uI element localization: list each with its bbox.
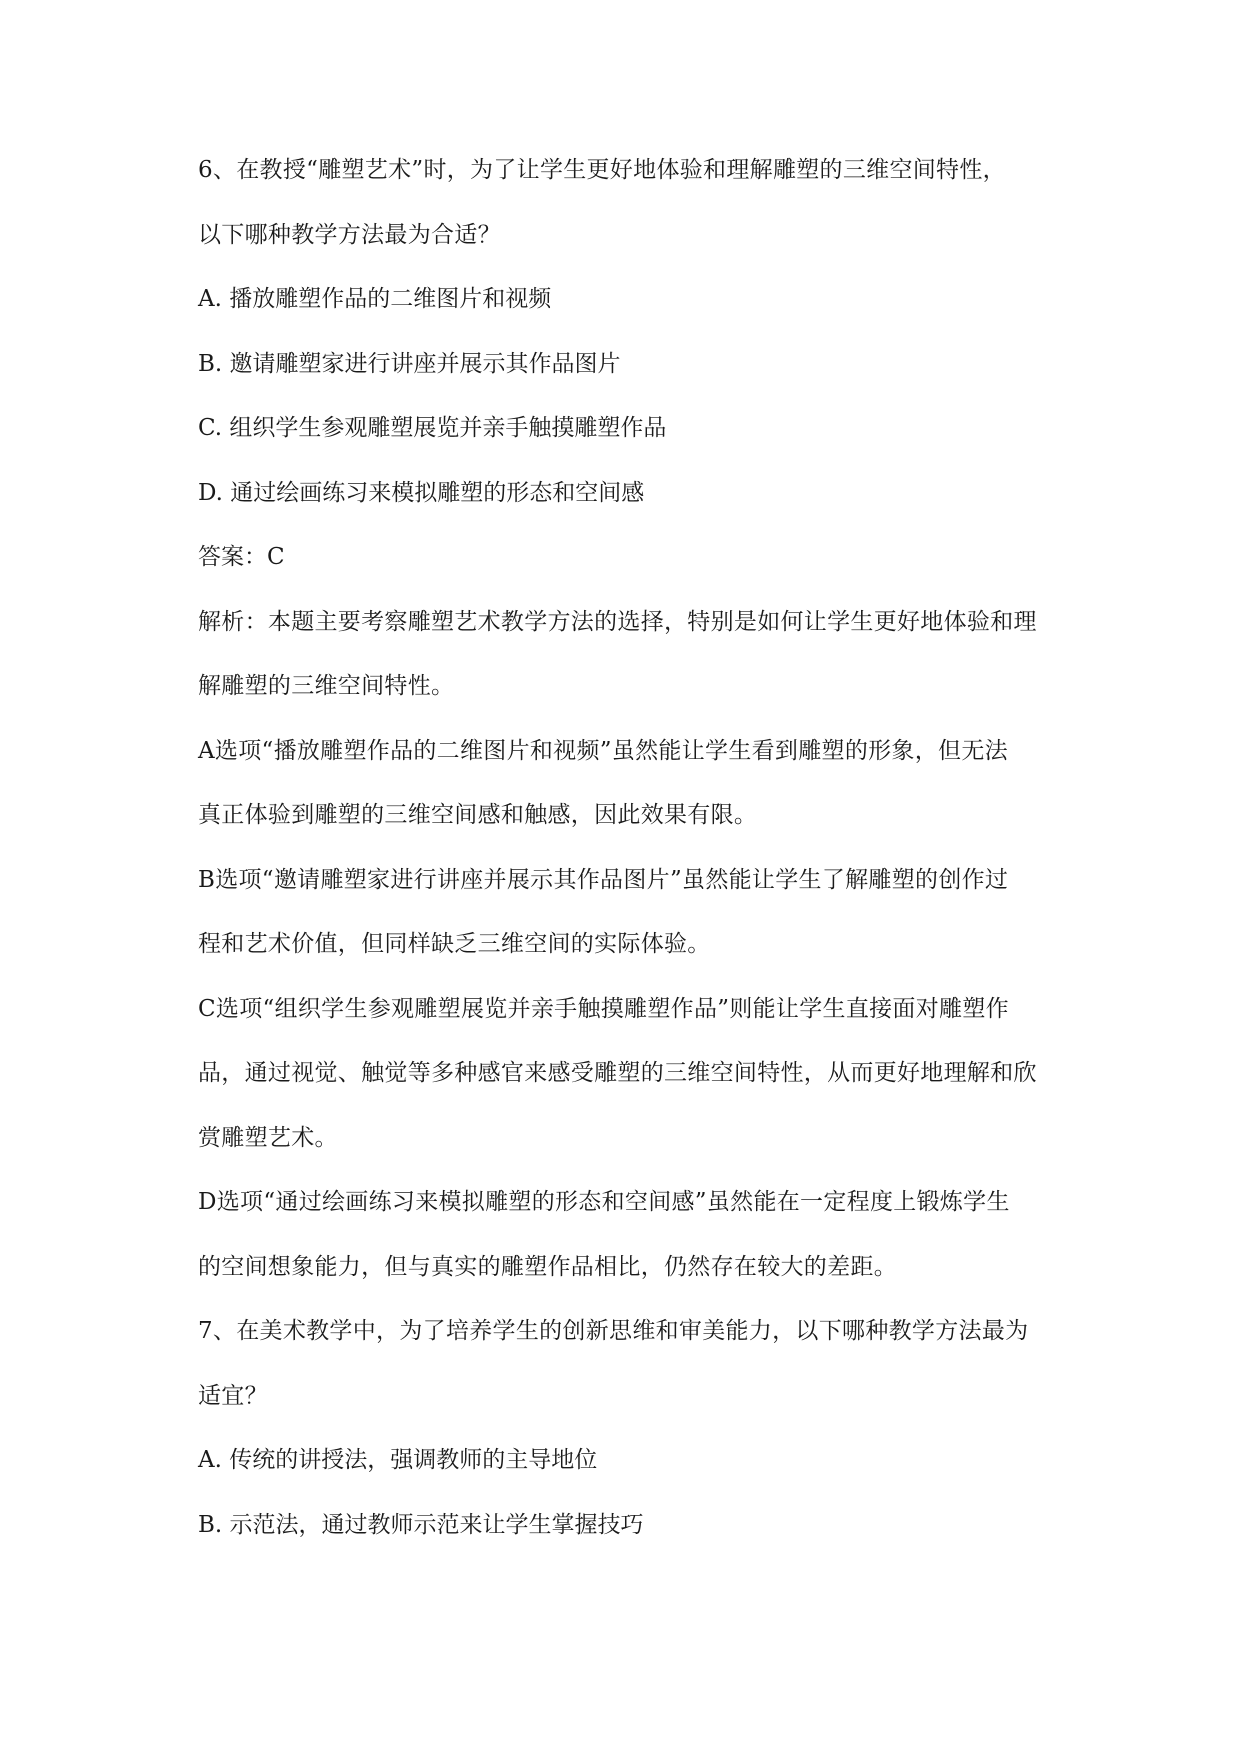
question-6-analysis-line-4: 真正体验到雕塑的三维空间感和触感，因此效果有限。 — [198, 802, 758, 828]
question-6-option-c: C. 组织学生参观雕塑展览并亲手触摸雕塑作品 — [198, 415, 667, 441]
question-6-option-b: B. 邀请雕塑家进行讲座并展示其作品图片 — [198, 350, 621, 377]
question-6-option-d: D. 通过绘画练习来模拟雕塑的形态和空间感 — [198, 479, 645, 506]
question-6-analysis-line-9: 赏雕塑艺术。 — [198, 1124, 338, 1151]
question-6-stem-line-2: 以下哪种教学方法最为合适？ — [198, 221, 501, 248]
question-6-analysis-line-7: C选项“组织学生参观雕塑展览并亲手触摸雕塑作品”则能让学生直接面对雕塑作 — [198, 995, 1009, 1022]
question-6-analysis-line-2: 解雕塑的三维空间特性。 — [198, 673, 455, 699]
question-7-option-b: B. 示范法，通过教师示范来让学生掌握技巧 — [198, 1511, 644, 1538]
question-6-analysis-line-11: 的空间想象能力，但与真实的雕塑作品相比，仍然存在较大的差距。 — [198, 1253, 897, 1280]
question-6 — [198, 138, 1078, 1299]
question-7-option-a: A. 传统的讲授法，强调教师的主导地位 — [198, 1447, 598, 1473]
question-7-stem-line-1: 7、在美术教学中，为了培养学生的创新思维和审美能力，以下哪种教学方法最为 — [198, 1318, 1029, 1344]
question-7 — [198, 1299, 1078, 1557]
question-6-analysis-line-1: 解析：本题主要考察雕塑艺术教学方法的选择，特别是如何让学生更好地体验和理 — [198, 608, 1037, 635]
question-6-analysis-line-3: A选项“播放雕塑作品的二维图片和视频”虽然能让学生看到雕塑的形象，但无法 — [198, 737, 1008, 764]
question-6-analysis-line-8: 品，通过视觉、触觉等多种感官来感受雕塑的三维空间特性，从而更好地理解和欣 — [198, 1060, 1037, 1086]
question-6-answer: 答案：C — [198, 544, 285, 570]
question-7-stem-line-2: 适宜？ — [198, 1382, 268, 1409]
question-6-analysis-line-6: 程和艺术价值，但同样缺乏三维空间的实际体验。 — [198, 931, 711, 957]
question-6-option-a: A. 播放雕塑作品的二维图片和视频 — [198, 286, 552, 312]
question-6-analysis-line-5: B选项“邀请雕塑家进行讲座并展示其作品图片”虽然能让学生了解雕塑的创作过 — [198, 866, 1009, 893]
document-body — [198, 138, 1078, 1557]
question-6-analysis-line-10: D选项“通过绘画练习来模拟雕塑的形态和空间感”虽然能在一定程度上锻炼学生 — [198, 1189, 1010, 1215]
question-6-stem-line-1: 6、在教授“雕塑艺术”时，为了让学生更好地体验和理解雕塑的三维空间特性， — [198, 157, 1006, 183]
